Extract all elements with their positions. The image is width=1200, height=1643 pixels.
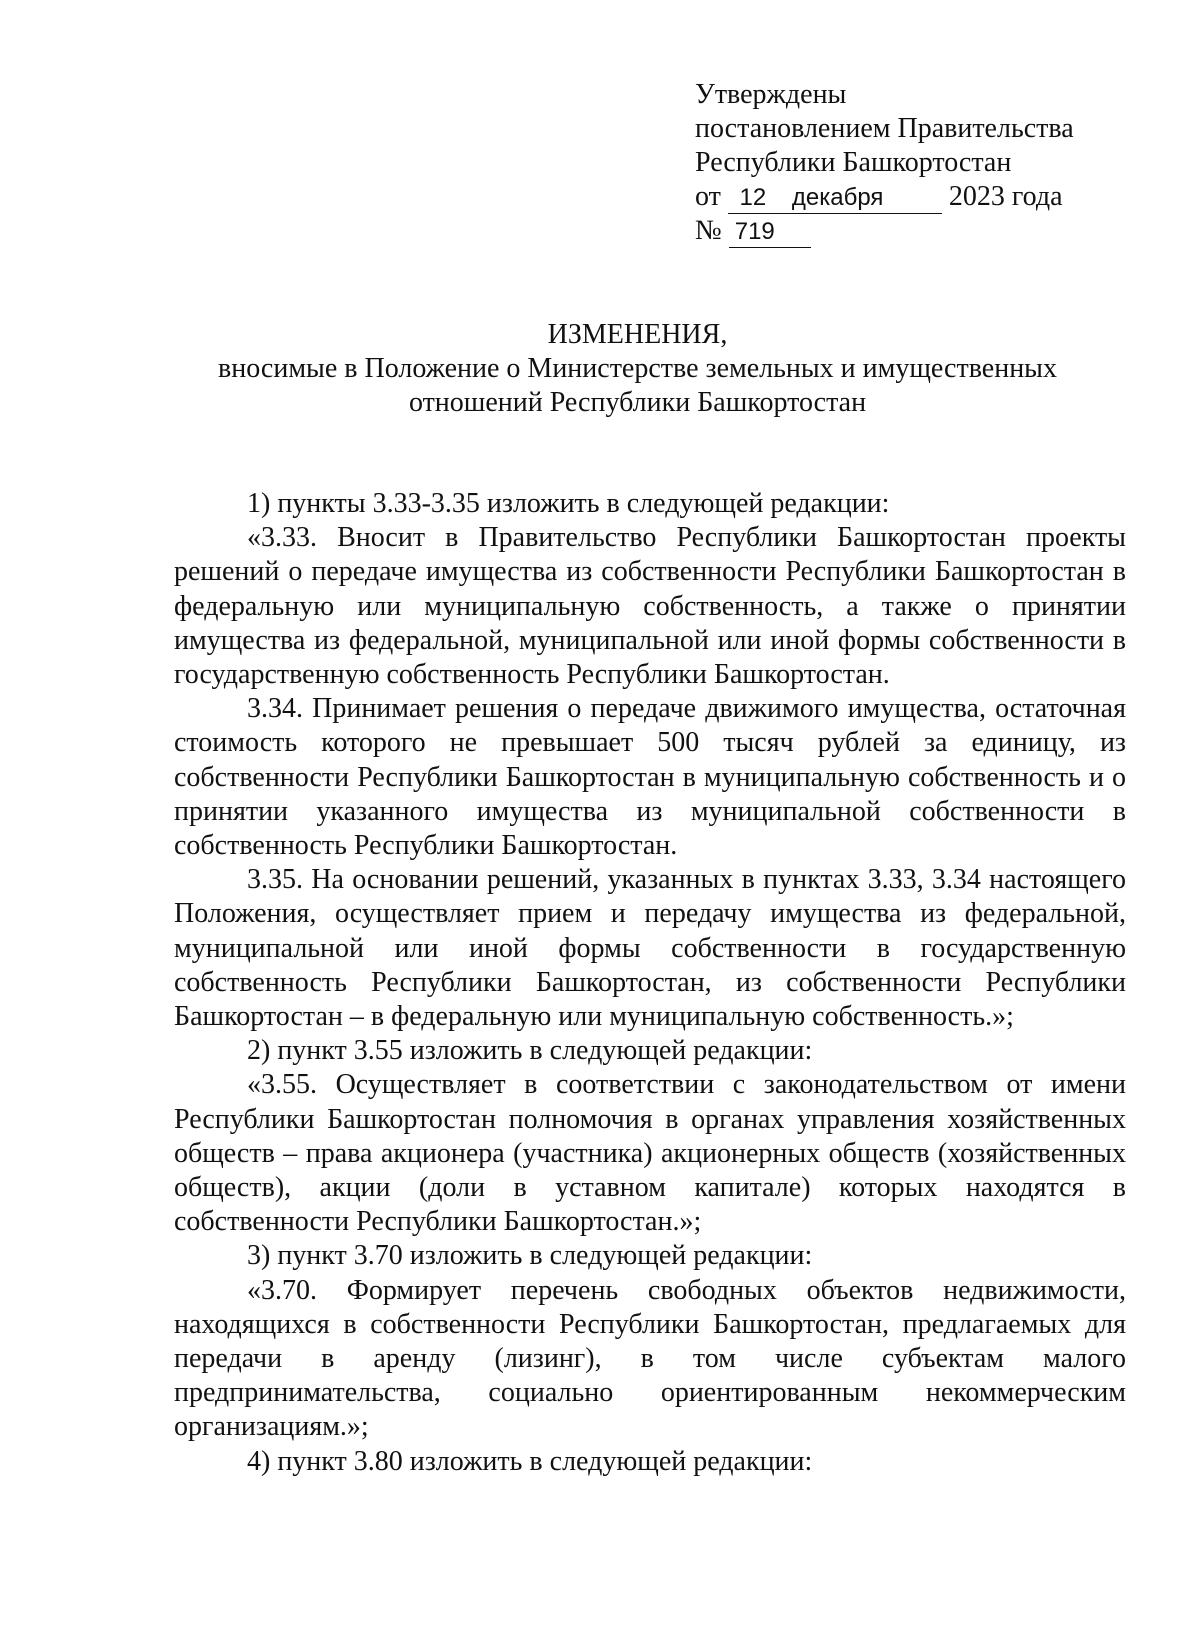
date-prefix: от [695, 181, 721, 212]
paragraph-clause-3-55: «3.55. Осуществляет в соответствии с законодательством от имени Республики Башкортостан полномочия в органах управления хозяйственных обществ – права акционера (участника) акционерных обществ (хозяйственных обществ), акции (доли в уставном капитале) которых находятся в собственности Республики Башкортостан.»; [174, 1069, 1126, 1238]
paragraph-clause-3-34: 3.34. Принимает решения о передаче движимого имущества, остаточная стоимость которого не превышает 500 тысяч рублей за единицу, из собственности Республики Башкортостан в муниципальную собственность и о принятии указанного имущества из муниципальной собственности в собственность Республики Башкортостан. [174, 693, 1126, 862]
date-day-field: 12 [728, 183, 778, 214]
paragraph-item-1: 1) пункты 3.33-3.35 изложить в следующей редакции: [247, 488, 890, 519]
approval-number-line [695, 214, 1074, 248]
approval-line-approved: Утверждены [695, 79, 847, 110]
approval-date-line [695, 180, 1074, 214]
document-title-block [170, 318, 1105, 420]
paragraph-item-4: 4) пункт 3.80 изложить в следующей редакции: [247, 1445, 813, 1477]
approval-stamp-block [695, 78, 1074, 248]
document-subtitle-line-1: вносимые в Положение о Министерстве земельных и имущественных [218, 353, 1057, 384]
paragraph-clause-3-35: 3.35. На основании решений, указанных в пунктах 3.33, 3.34 настоящего Положения, осуществляет прием и передачу имущества из федеральной, муниципальной или иной формы собственности в государственную собственность Республики Башкортостан, из собственности Республики Башкортостан – в федеральную или муниципальную собственность.»; [174, 864, 1126, 1033]
approval-line-resolution: постановлением Правительства [695, 113, 1074, 144]
date-suffix: 2023 года [948, 181, 1063, 212]
approval-line-republic: Республики Башкортостан [695, 147, 1012, 178]
paragraph-item-3: 3) пункт 3.70 изложить в следующей редакции: [247, 1240, 813, 1272]
paragraph-clause-3-33: «3.33. Вносит в Правительство Республики Башкортостан проекты решений о передаче имущества из собственности Республики Башкортостан в федеральную или муниципальную собственность, а также о принятии имущества из федеральной, муниципальной или иной формы собственности в государственную собственность Республики Башкортостан. [174, 522, 1126, 691]
paragraph-item-2: 2) пункт 3.55 изложить в следующей редакции: [247, 1035, 813, 1067]
document-subtitle-line-2: отношений Республики Башкортостан [408, 387, 867, 418]
number-prefix: № [695, 215, 722, 246]
number-field: 719 [729, 217, 811, 248]
document-body [174, 487, 1126, 1479]
document-heading: ИЗМЕНЕНИЯ, [547, 319, 728, 350]
date-month-field: декабря [778, 183, 942, 214]
paragraph-clause-3-70: «3.70. Формирует перечень свободных объектов недвижимости, находящихся в собственности Республики Башкортостан, предлагаемых для передачи в аренду (лизинг), в том числе субъектам малого предпринимательства, социально ориентированным некоммерческим организациям.»; [174, 1274, 1126, 1443]
